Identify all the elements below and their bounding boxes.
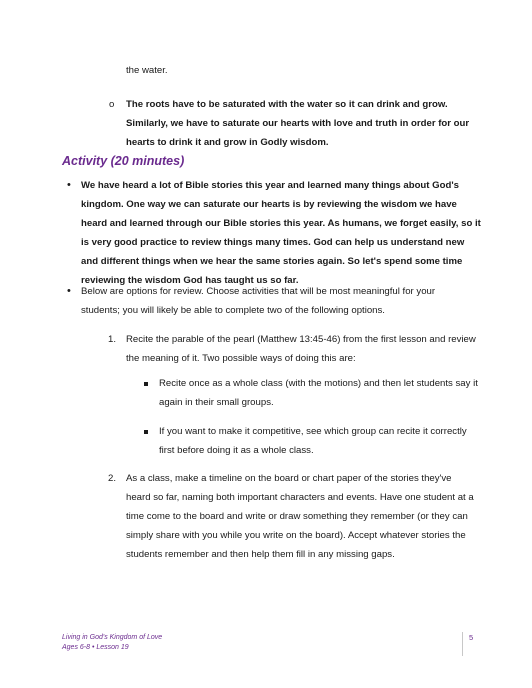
bullet-icon: • <box>67 179 71 191</box>
option-1-number: 1. <box>108 334 117 345</box>
footer-subtitle: Ages 6-8 • Lesson 19 <box>62 644 129 651</box>
page-number-label: 5 <box>469 633 474 642</box>
option-1-sub-item: Recite once as a whole class (with the motions) and then let students say it again in their small groups. <box>159 378 478 408</box>
sub-bullet-text: The roots have to be saturated with the water so it can drink and grow. Similarly, we have to saturate our hearts with love and truth in order for our hearts to drink it and grow in Godly wisdom. <box>126 99 470 148</box>
circle-bullet-icon: o <box>109 99 115 110</box>
footer-title: Living in God's Kingdom of Love <box>62 634 163 641</box>
square-bullet-icon <box>144 430 148 434</box>
option-1-sub-item: If you want to make it competitive, see which group can recite it correctly first before doing it as a whole class. <box>159 426 467 456</box>
option-2-number: 2. <box>108 473 117 484</box>
bullet-2-text: Below are options for review. Choose activities that will be most meaningful for your students; you will likely be able to complete two of the following options. <box>81 286 436 316</box>
bullet-1-text: We have heard a lot of Bible stories this year and learned many things about God's kingdom. One way we can saturate our hearts is by reviewing the wisdom we have heard and learned through our Bible stories this year. As humans, we forget easily, so it is very good practice to review things many times. God can help us understand new and different things when we hear the same stories again. So let's spend some time reviewing the wisdom God has taught us so far. <box>81 180 481 286</box>
continued-text: the water. <box>126 65 168 76</box>
option-2-text: As a class, make a timeline on the board or chart paper of the stories they've heard so far, naming both important characters and events. Have one student at a time come to the board and write or draw something they remember (or they can simply share with you while you write on the board). Accept whatever stories the students remember and then help them fill in any missing gaps. <box>126 473 474 560</box>
activity-heading: Activity (20 minutes) <box>62 154 185 168</box>
page-number <box>462 632 473 656</box>
option-1-text: Recite the parable of the pearl (Matthew 13:45-46) from the first lesson and review the meaning of it. Two possible ways of doing this are: <box>126 334 476 364</box>
square-bullet-icon <box>144 382 148 386</box>
footer <box>62 633 162 653</box>
bullet-icon: • <box>67 285 71 297</box>
